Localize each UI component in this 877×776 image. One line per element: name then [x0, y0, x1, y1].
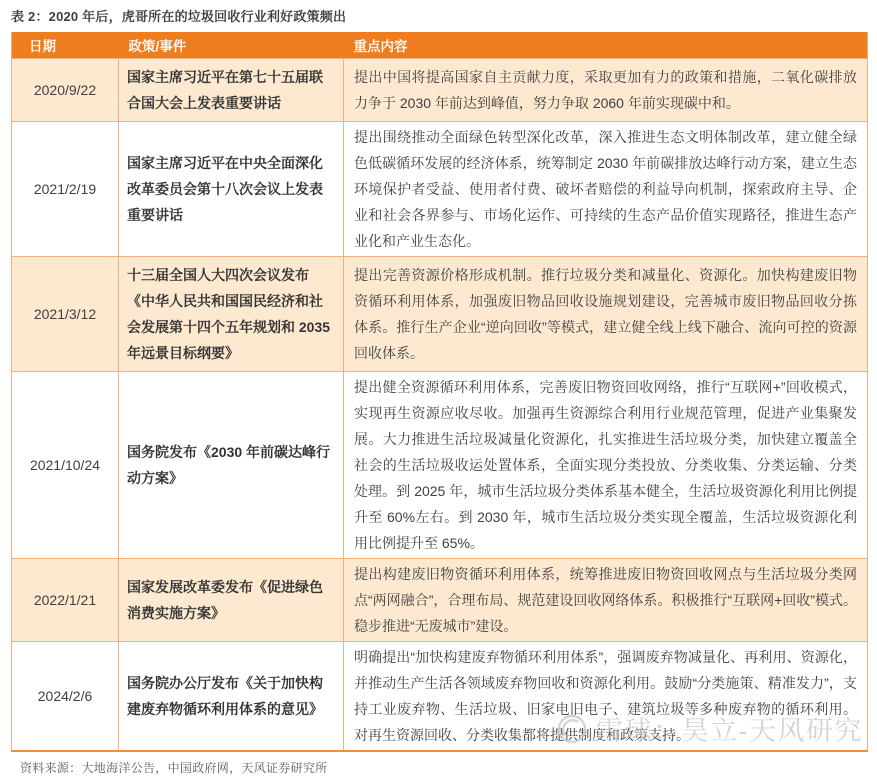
- header-cell-policy: 政策/事件: [119, 32, 344, 59]
- date-cell: 2021/10/24: [12, 372, 119, 559]
- date-cell: 2022/1/21: [12, 559, 119, 642]
- table-row: [12, 122, 868, 257]
- content-cell: 提出构建废旧物资循环利用体系，统筹推进废旧物资回收网点与生活垃圾分类网点“两网融合”，合理布局、规范建设回收网络体系。积极推行“互联网+回收”模式。稳步推进“无废城市”建设。: [344, 559, 868, 642]
- header-cell-content: 重点内容: [344, 32, 868, 59]
- content-cell: 提出健全资源循环利用体系，完善废旧物资回收网络，推行“互联网+”回收模式，实现再生资源应收尽收。加强再生资源综合利用行业规范管理，促进产业集聚发展。大力推进生活垃圾减量化资源化，扎实推进生活垃圾分类，加快建立覆盖全社会的生活垃圾收运处置体系，全面实现分类投放、分类收集、分类运输、分类处理。到 2025 年，城市生活垃圾分类体系基本健全，生活垃圾资源化利用比例提升至 60%左右。到 2030 年，城市生活垃圾分类实现全覆盖，生活垃圾资源化利用比例提升至 65%。: [344, 372, 868, 559]
- table-row: [12, 372, 868, 559]
- policy-table: [11, 32, 868, 752]
- content-cell: 提出中国将提高国家自主贡献力度，采取更加有力的政策和措施，二氧化碳排放力争于 2030 年前达到峰值，努力争取 2060 年前实现碳中和。: [344, 59, 868, 122]
- date-cell: 2024/2/6: [12, 642, 119, 752]
- date-cell: 2021/3/12: [12, 257, 119, 372]
- content-cell: 明确提出“加快构建废弃物循环利用体系”，强调废弃物减量化、再利用、资源化，并推动生产生活各领域废弃物回收和资源化利用。鼓励“分类施策、精准发力”，支持工业废弃物、生活垃圾、旧家电旧电子、建筑垃圾等多种废弃物的循环利用。对再生资源回收、分类收集都将提供制度和政策支持。: [344, 642, 868, 752]
- policy-cell: 国务院发布《2030 年前碳达峰行动方案》: [119, 372, 344, 559]
- content-cell: 提出完善资源价格形成机制。推行垃圾分类和减量化、资源化。加快构建废旧物资循环利用体系，加强废旧物品回收设施规划建设，完善城市废旧物品回收分拣体系。推行生产企业“逆向回收”等模式，建立健全线上线下融合、流向可控的资源回收体系。: [344, 257, 868, 372]
- table-header-row: [12, 32, 868, 59]
- report-page: [0, 6, 877, 775]
- header-cell-date: 日期: [12, 32, 119, 59]
- policy-cell: 国家主席习近平在第七十五届联合国大会上发表重要讲话: [119, 59, 344, 122]
- date-cell: 2021/2/19: [12, 122, 119, 257]
- table-row: [12, 257, 868, 372]
- watermark-text: 雪球：昊立-天风研究: [596, 716, 863, 746]
- table-row: [12, 559, 868, 642]
- source-note: 资料来源：大地海洋公告，中国政府网，天风证券研究所: [20, 761, 328, 775]
- date-cell: 2020/9/22: [12, 59, 119, 122]
- table-row: [12, 59, 868, 122]
- policy-cell: 国务院办公厅发布《关于加快构建废弃物循环利用体系的意见》: [119, 642, 344, 752]
- policy-cell: 国家主席习近平在中央全面深化改革委员会第十八次会议上发表重要讲话: [119, 122, 344, 257]
- policy-cell: 国家发展改革委发布《促进绿色消费实施方案》: [119, 559, 344, 642]
- table-title: 表 2：2020 年后，虎哥所在的垃圾回收行业利好政策频出: [11, 9, 347, 24]
- content-cell: 提出围绕推动全面绿色转型深化改革，深入推进生态文明体制改革，建立健全绿色低碳循环发展的经济体系，统筹制定 2030 年前碳排放达峰行动方案，建立生态环境保护者受益、使用者付费、破坏者赔偿的利益导向机制，探索政府主导、企业和社会各界参与、市场化运作、可持续的生态产品价值实现路径，推进生态产业化和产业生态化。: [344, 122, 868, 257]
- policy-cell: 十三届全国人大四次会议发布《中华人民共和国国民经济和社会发展第十四个五年规划和 2035 年远景目标纲要》: [119, 257, 344, 372]
- table-row: [12, 642, 868, 752]
